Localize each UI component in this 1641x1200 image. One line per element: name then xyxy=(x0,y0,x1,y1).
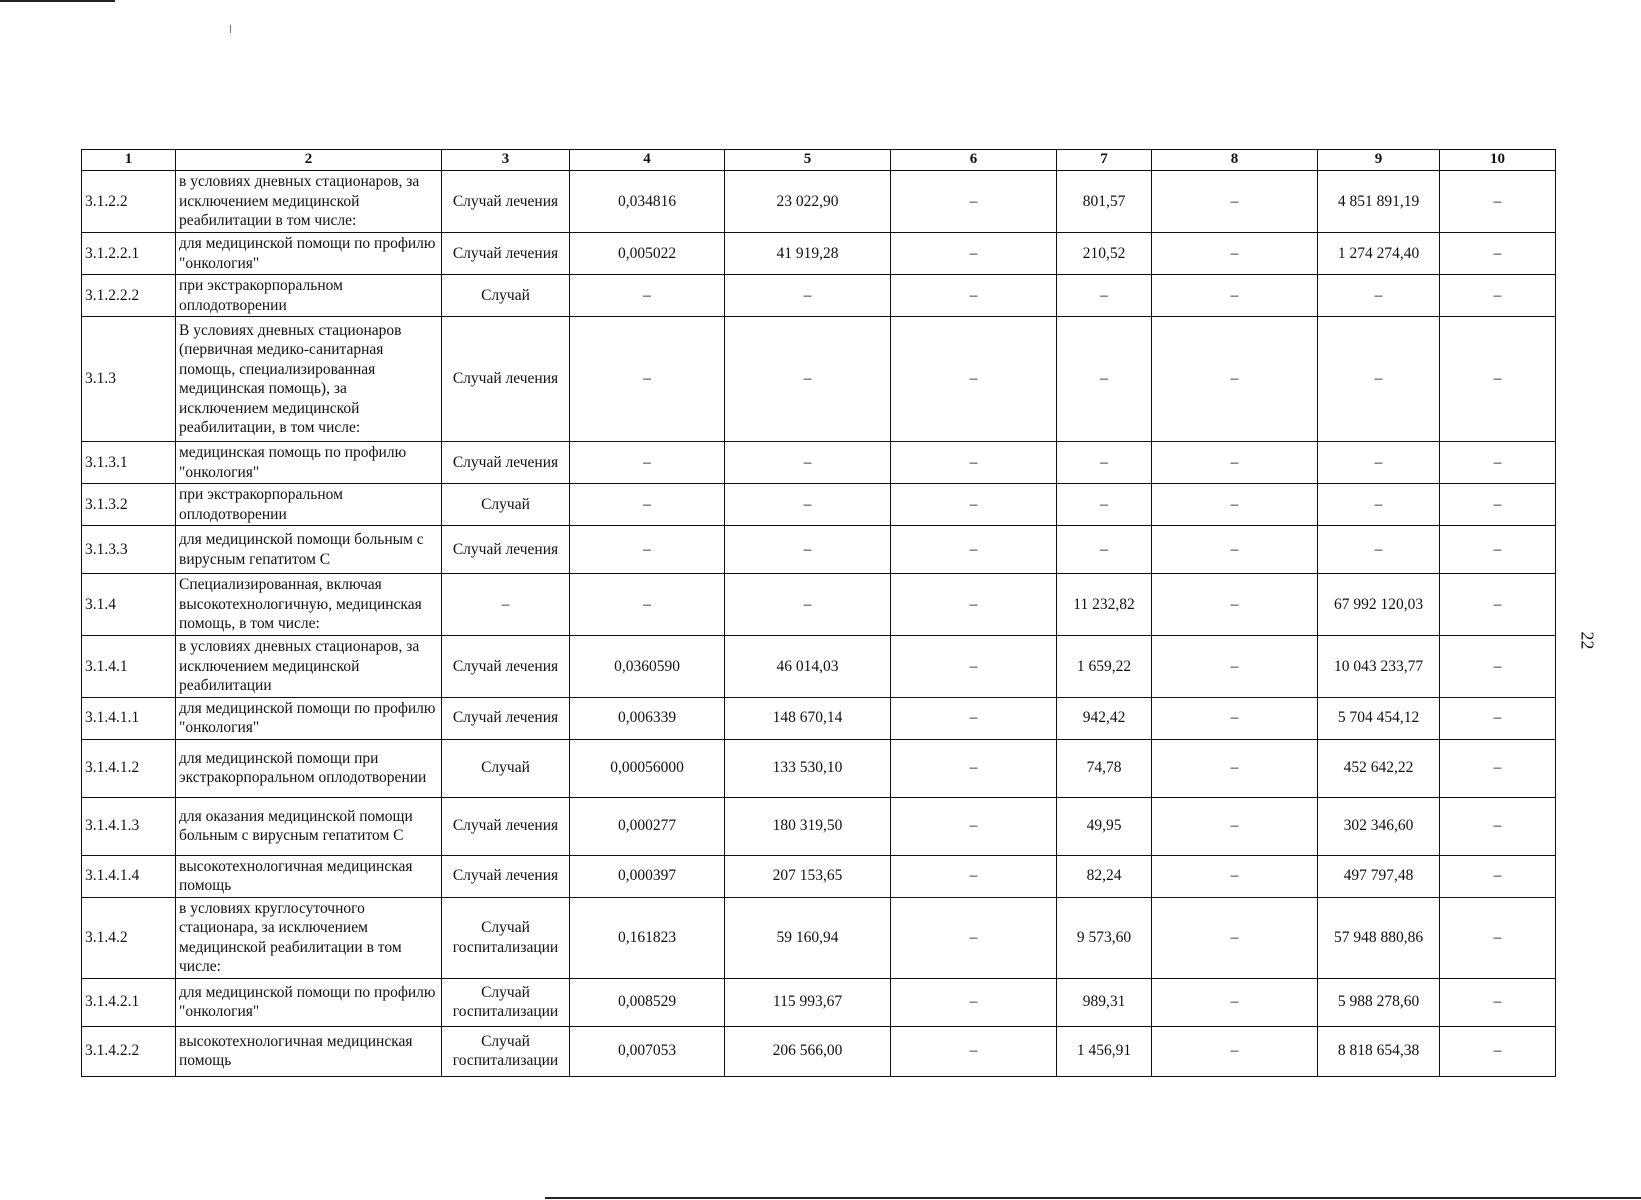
row-col4: – xyxy=(570,526,725,574)
row-col10: – xyxy=(1440,171,1556,233)
row-col7: 989,31 xyxy=(1057,978,1152,1026)
row-name: при экстракорпоральном оплодотворении xyxy=(176,484,442,526)
row-col7: – xyxy=(1057,275,1152,317)
scan-tick-mark xyxy=(230,25,231,33)
row-name: для медицинской помощи больным с вирусным гепатитом С xyxy=(176,526,442,574)
row-col4: – xyxy=(570,442,725,484)
row-col7: – xyxy=(1057,317,1152,442)
row-unit: Случай лечения xyxy=(442,442,570,484)
row-col9: 452 642,22 xyxy=(1318,739,1440,797)
row-col8: – xyxy=(1152,574,1318,636)
row-col9: 10 043 233,77 xyxy=(1318,636,1440,698)
row-col4: 0,0360590 xyxy=(570,636,725,698)
row-col6: – xyxy=(891,442,1057,484)
row-unit: Случай лечения xyxy=(442,233,570,275)
row-col4: – xyxy=(570,275,725,317)
row-col10: – xyxy=(1440,442,1556,484)
row-unit: Случай xyxy=(442,275,570,317)
row-name: в условиях дневных стационаров, за исключением медицинской реабилитации xyxy=(176,636,442,698)
row-col4: 0,007053 xyxy=(570,1026,725,1076)
row-col5: 23 022,90 xyxy=(725,171,891,233)
col-header-8: 8 xyxy=(1152,150,1318,171)
row-name: высокотехнологичная медицинская помощь xyxy=(176,855,442,897)
page-number: 22 xyxy=(1577,631,1598,650)
col-header-1: 1 xyxy=(82,150,176,171)
row-col6: – xyxy=(891,1026,1057,1076)
row-col9: 5 704 454,12 xyxy=(1318,697,1440,739)
row-col10: – xyxy=(1440,275,1556,317)
row-col9: 57 948 880,86 xyxy=(1318,897,1440,978)
row-col7: 49,95 xyxy=(1057,797,1152,855)
row-col8: – xyxy=(1152,526,1318,574)
row-col5: 207 153,65 xyxy=(725,855,891,897)
row-col5: 133 530,10 xyxy=(725,739,891,797)
row-code: 3.1.4.1.3 xyxy=(82,797,176,855)
row-col6: – xyxy=(891,978,1057,1026)
row-code: 3.1.4.2 xyxy=(82,897,176,978)
row-col6: – xyxy=(891,697,1057,739)
row-col9: – xyxy=(1318,275,1440,317)
row-col5: – xyxy=(725,484,891,526)
row-col6: – xyxy=(891,855,1057,897)
row-col8: – xyxy=(1152,442,1318,484)
row-col9: 67 992 120,03 xyxy=(1318,574,1440,636)
row-code: 3.1.4.1.4 xyxy=(82,855,176,897)
row-code: 3.1.4.2.2 xyxy=(82,1026,176,1076)
row-col8: – xyxy=(1152,484,1318,526)
row-col5: – xyxy=(725,442,891,484)
row-col4: 0,161823 xyxy=(570,897,725,978)
table-row xyxy=(82,636,1556,698)
col-header-2: 2 xyxy=(176,150,442,171)
row-col10: – xyxy=(1440,526,1556,574)
table-row xyxy=(82,978,1556,1026)
row-col9: 1 274 274,40 xyxy=(1318,233,1440,275)
table-row xyxy=(82,171,1556,233)
row-unit: Случай лечения xyxy=(442,636,570,698)
row-col7: 942,42 xyxy=(1057,697,1152,739)
row-code: 3.1.3 xyxy=(82,317,176,442)
row-col10: – xyxy=(1440,484,1556,526)
row-col7: – xyxy=(1057,526,1152,574)
row-name: высокотехнологичная медицинская помощь xyxy=(176,1026,442,1076)
row-name: для медицинской помощи по профилю "онкология" xyxy=(176,233,442,275)
row-name: в условиях дневных стационаров, за исключением медицинской реабилитации в том числе: xyxy=(176,171,442,233)
row-col10: – xyxy=(1440,739,1556,797)
row-col4: 0,00056000 xyxy=(570,739,725,797)
scan-edge-line-top xyxy=(0,0,115,2)
row-code: 3.1.2.2.1 xyxy=(82,233,176,275)
row-col4: 0,008529 xyxy=(570,978,725,1026)
row-col5: – xyxy=(725,275,891,317)
row-col7: 74,78 xyxy=(1057,739,1152,797)
row-code: 3.1.4.1.1 xyxy=(82,697,176,739)
row-col9: – xyxy=(1318,484,1440,526)
row-col9: 5 988 278,60 xyxy=(1318,978,1440,1026)
row-col7: 801,57 xyxy=(1057,171,1152,233)
row-col6: – xyxy=(891,275,1057,317)
row-col7: 11 232,82 xyxy=(1057,574,1152,636)
row-code: 3.1.2.2.2 xyxy=(82,275,176,317)
row-col7: 82,24 xyxy=(1057,855,1152,897)
row-col10: – xyxy=(1440,317,1556,442)
row-col8: – xyxy=(1152,697,1318,739)
row-name: Специализированная, включая высокотехнологичную, медицинская помощь, в том числе: xyxy=(176,574,442,636)
table-row xyxy=(82,574,1556,636)
col-header-4: 4 xyxy=(570,150,725,171)
table-row xyxy=(82,233,1556,275)
row-col4: 0,000397 xyxy=(570,855,725,897)
row-col9: 4 851 891,19 xyxy=(1318,171,1440,233)
row-col5: 206 566,00 xyxy=(725,1026,891,1076)
row-col10: – xyxy=(1440,233,1556,275)
row-col10: – xyxy=(1440,797,1556,855)
row-col8: – xyxy=(1152,233,1318,275)
row-unit: Случай лечения xyxy=(442,526,570,574)
financial-plan-table xyxy=(81,149,1556,1077)
col-header-10: 10 xyxy=(1440,150,1556,171)
table-row xyxy=(82,697,1556,739)
row-code: 3.1.3.2 xyxy=(82,484,176,526)
row-col4: – xyxy=(570,574,725,636)
row-col10: – xyxy=(1440,574,1556,636)
row-col6: – xyxy=(891,233,1057,275)
row-col8: – xyxy=(1152,171,1318,233)
row-col5: 180 319,50 xyxy=(725,797,891,855)
row-unit: Случай лечения xyxy=(442,171,570,233)
row-col6: – xyxy=(891,317,1057,442)
row-col5: 46 014,03 xyxy=(725,636,891,698)
row-col6: – xyxy=(891,897,1057,978)
row-code: 3.1.3.3 xyxy=(82,526,176,574)
table-row xyxy=(82,275,1556,317)
row-col7: 1 456,91 xyxy=(1057,1026,1152,1076)
row-unit: Случай госпитализации xyxy=(442,978,570,1026)
row-name: для медицинской помощи по профилю "онкология" xyxy=(176,978,442,1026)
row-col8: – xyxy=(1152,636,1318,698)
row-unit: Случай лечения xyxy=(442,317,570,442)
row-col6: – xyxy=(891,574,1057,636)
row-name: В условиях дневных стационаров (первичная медико-санитарная помощь, специализированная медицинская помощь), за исключением медицинской реабилитации, в том числе: xyxy=(176,317,442,442)
row-col9: – xyxy=(1318,442,1440,484)
row-col8: – xyxy=(1152,855,1318,897)
row-col5: 148 670,14 xyxy=(725,697,891,739)
row-unit: Случай xyxy=(442,739,570,797)
row-col7: – xyxy=(1057,484,1152,526)
table-row xyxy=(82,526,1556,574)
row-unit: Случай лечения xyxy=(442,697,570,739)
row-col5: – xyxy=(725,317,891,442)
row-col5: – xyxy=(725,574,891,636)
row-name: медицинская помощь по профилю "онкология" xyxy=(176,442,442,484)
row-name: для медицинской помощи по профилю "онкология" xyxy=(176,697,442,739)
table-row xyxy=(82,1026,1556,1076)
row-col6: – xyxy=(891,484,1057,526)
table-row xyxy=(82,855,1556,897)
table-row xyxy=(82,442,1556,484)
row-col4: 0,005022 xyxy=(570,233,725,275)
table-row xyxy=(82,484,1556,526)
row-col4: 0,034816 xyxy=(570,171,725,233)
row-name: в условиях круглосуточного стационара, за исключением медицинской реабилитации в том числе: xyxy=(176,897,442,978)
row-col8: – xyxy=(1152,978,1318,1026)
scan-edge-line-bottom xyxy=(545,1197,1641,1199)
row-col4: 0,000277 xyxy=(570,797,725,855)
row-col8: – xyxy=(1152,739,1318,797)
row-unit: Случай xyxy=(442,484,570,526)
row-unit: Случай лечения xyxy=(442,855,570,897)
row-col7: 9 573,60 xyxy=(1057,897,1152,978)
row-col8: – xyxy=(1152,275,1318,317)
header-row xyxy=(82,150,1556,171)
row-name: при экстракорпоральном оплодотворении xyxy=(176,275,442,317)
row-col6: – xyxy=(891,171,1057,233)
col-header-3: 3 xyxy=(442,150,570,171)
row-col7: 210,52 xyxy=(1057,233,1152,275)
row-code: 3.1.4.2.1 xyxy=(82,978,176,1026)
col-header-7: 7 xyxy=(1057,150,1152,171)
row-col4: – xyxy=(570,484,725,526)
row-col6: – xyxy=(891,526,1057,574)
row-col10: – xyxy=(1440,636,1556,698)
row-col10: – xyxy=(1440,697,1556,739)
row-col4: 0,006339 xyxy=(570,697,725,739)
row-col7: 1 659,22 xyxy=(1057,636,1152,698)
row-col4: – xyxy=(570,317,725,442)
row-col8: – xyxy=(1152,797,1318,855)
row-col8: – xyxy=(1152,1026,1318,1076)
row-col9: 8 818 654,38 xyxy=(1318,1026,1440,1076)
table-row xyxy=(82,739,1556,797)
row-name: для медицинской помощи при экстракорпоральном оплодотворении xyxy=(176,739,442,797)
row-col8: – xyxy=(1152,317,1318,442)
row-code: 3.1.4.1 xyxy=(82,636,176,698)
row-col10: – xyxy=(1440,1026,1556,1076)
col-header-9: 9 xyxy=(1318,150,1440,171)
row-unit: – xyxy=(442,574,570,636)
row-col10: – xyxy=(1440,897,1556,978)
row-code: 3.1.3.1 xyxy=(82,442,176,484)
col-header-6: 6 xyxy=(891,150,1057,171)
row-col6: – xyxy=(891,636,1057,698)
row-name: для оказания медицинской помощи больным с вирусным гепатитом С xyxy=(176,797,442,855)
col-header-5: 5 xyxy=(725,150,891,171)
row-col6: – xyxy=(891,797,1057,855)
row-col5: 59 160,94 xyxy=(725,897,891,978)
row-code: 3.1.4.1.2 xyxy=(82,739,176,797)
table-row xyxy=(82,317,1556,442)
table-row xyxy=(82,797,1556,855)
row-col9: 302 346,60 xyxy=(1318,797,1440,855)
row-unit: Случай лечения xyxy=(442,797,570,855)
table-row xyxy=(82,897,1556,978)
row-col9: – xyxy=(1318,526,1440,574)
row-unit: Случай госпитализации xyxy=(442,1026,570,1076)
row-col9: 497 797,48 xyxy=(1318,855,1440,897)
row-col8: – xyxy=(1152,897,1318,978)
row-col6: – xyxy=(891,739,1057,797)
row-code: 3.1.4 xyxy=(82,574,176,636)
row-col5: – xyxy=(725,526,891,574)
row-col7: – xyxy=(1057,442,1152,484)
row-col10: – xyxy=(1440,855,1556,897)
row-col9: – xyxy=(1318,317,1440,442)
row-unit: Случай госпитализации xyxy=(442,897,570,978)
row-col5: 41 919,28 xyxy=(725,233,891,275)
row-code: 3.1.2.2 xyxy=(82,171,176,233)
row-col10: – xyxy=(1440,978,1556,1026)
row-col5: 115 993,67 xyxy=(725,978,891,1026)
